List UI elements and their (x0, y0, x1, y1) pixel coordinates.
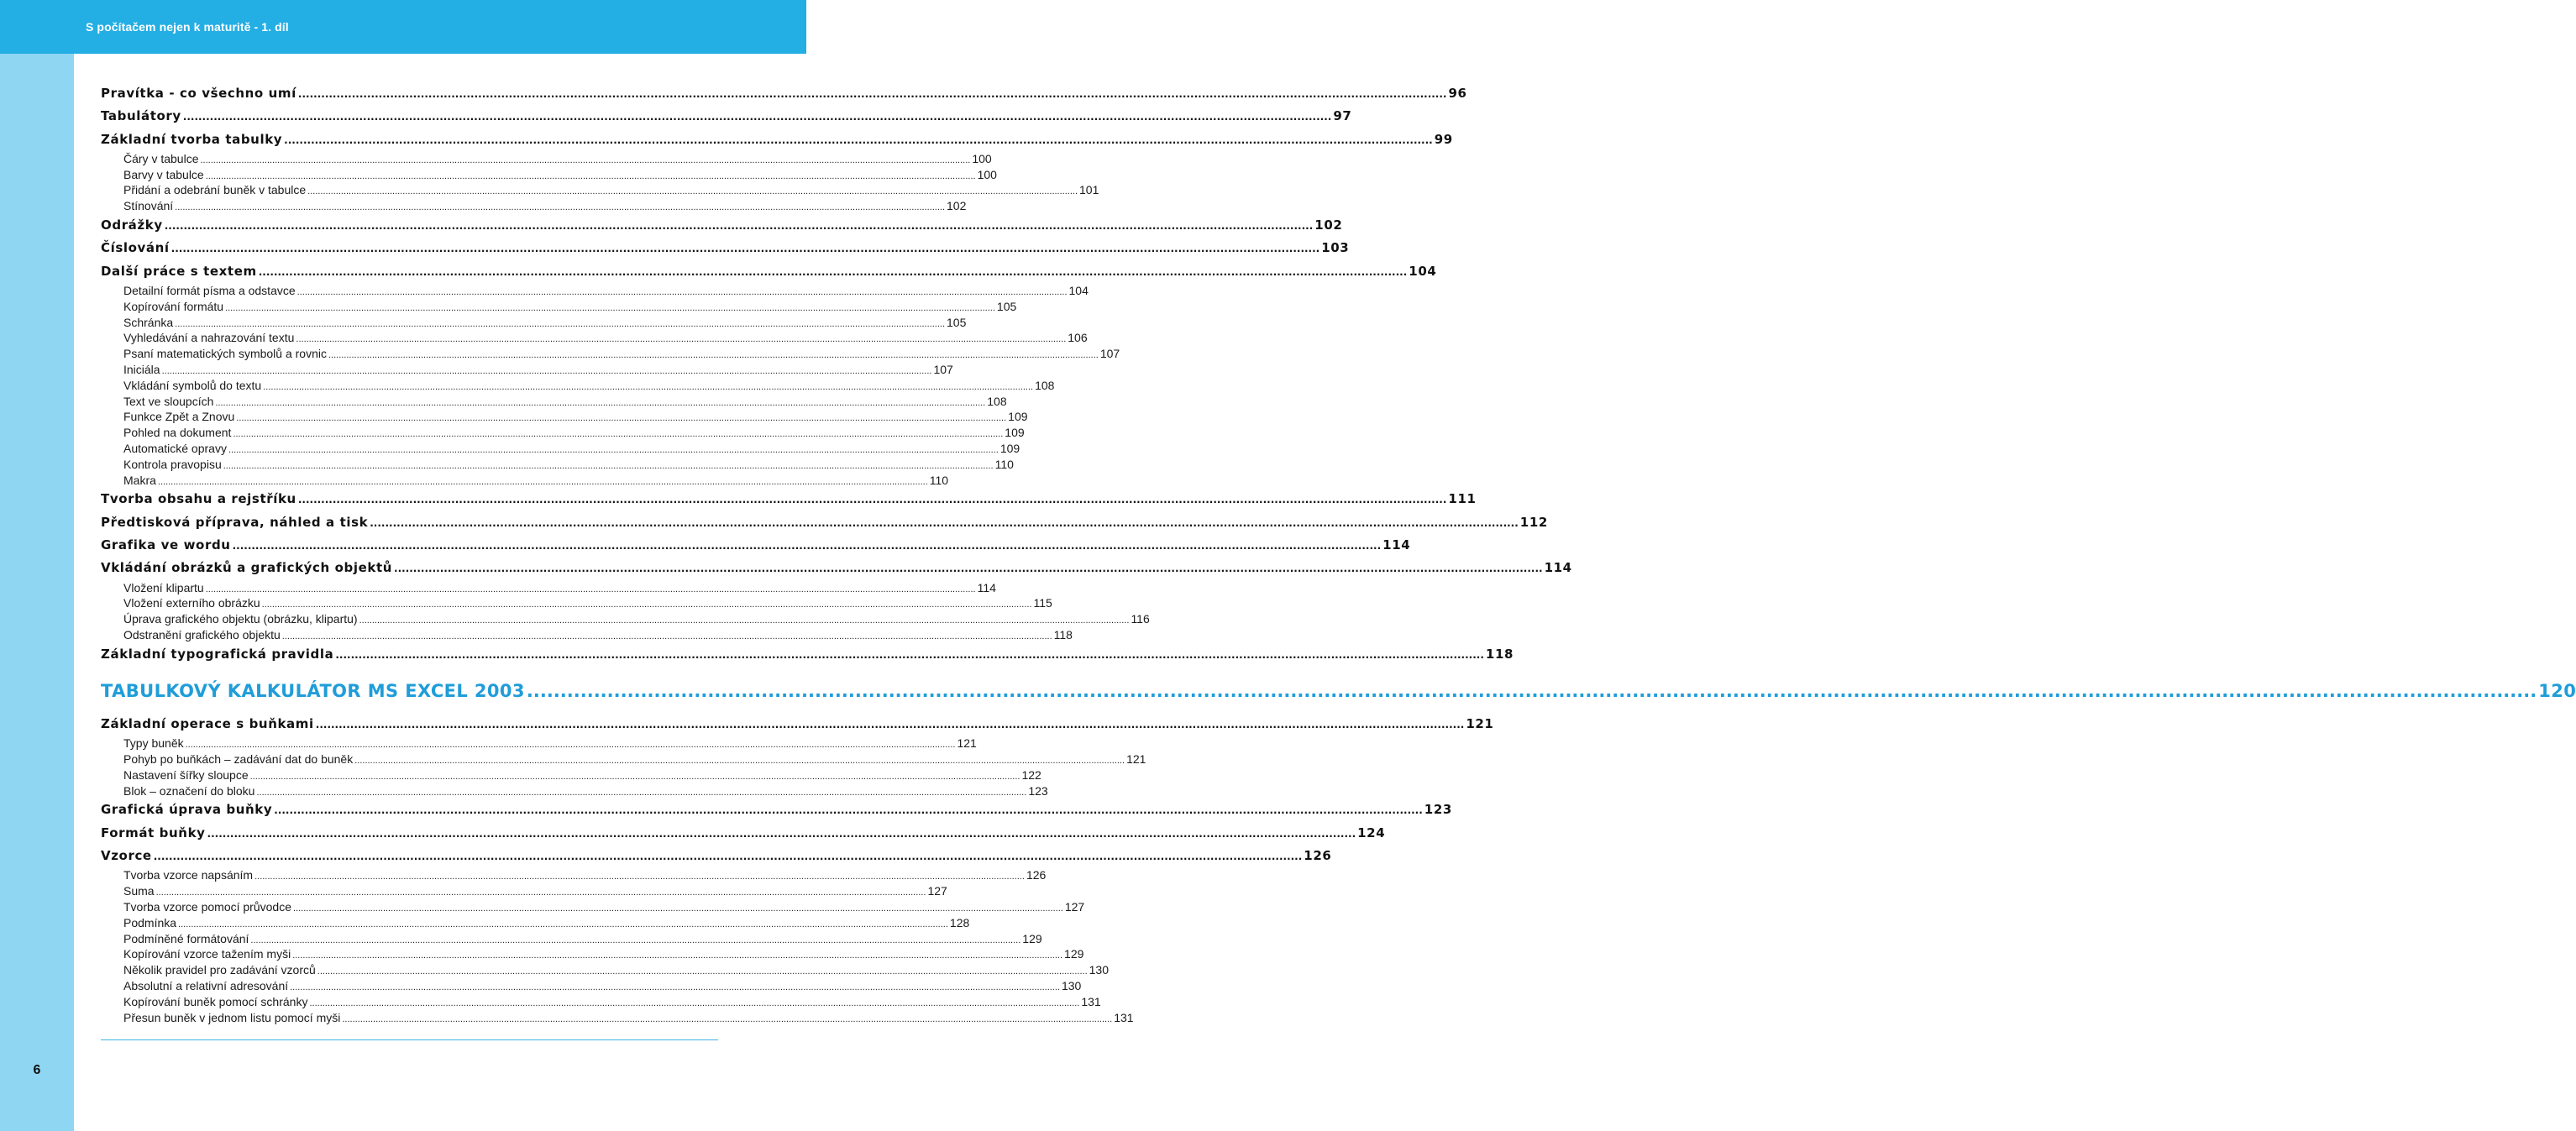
toc-subentry (101, 457, 1014, 473)
dot-leader: ............................................................................................................................................................................................................................................................................................................ (153, 851, 1303, 863)
toc-subentry (101, 425, 1025, 441)
dot-leader: ............................................................................................................................................................................................................................................................................................................ (297, 494, 1447, 506)
bottom-rule (101, 1039, 718, 1040)
dot-leader: ............................................................................................................................................................................................................................................................................................................ (263, 381, 1034, 392)
toc-chapter-heading (101, 674, 2576, 708)
toc-entry-page: 100 (972, 151, 992, 165)
running-header-title: S počítačem nejen k maturitě - 1. díl (86, 20, 289, 34)
toc-entry-title: Vložení externího obrázku (123, 596, 260, 610)
dot-leader: ............................................................................................................................................................................................................................................................................................................ (215, 397, 986, 408)
toc-entry-title: Základní typografická pravidla (101, 646, 334, 662)
toc-subentry (101, 751, 1146, 767)
dot-leader: ............................................................................................................................................................................................................................................................................................................ (182, 111, 1332, 123)
toc-subentry (101, 151, 992, 167)
toc-section-heading (101, 511, 1548, 534)
toc-subentry (101, 409, 1028, 425)
toc-entry-title: Tabulátory (101, 108, 181, 124)
dot-leader: ............................................................................................................................................................................................................................................................................................................ (171, 243, 1320, 255)
toc-entry-page: 116 (1131, 612, 1150, 626)
toc-subentry (101, 767, 1041, 783)
toc-subentry (101, 167, 997, 183)
toc-entry-title: Podmínka (123, 915, 177, 929)
toc-subentry (101, 283, 1089, 299)
dot-leader: ............................................................................................................................................................................................................................................................................................................ (250, 935, 1021, 945)
toc-entry-title: Suma (123, 884, 155, 898)
dot-leader: ............................................................................................................................................................................................................................................................................................................ (292, 903, 1063, 914)
dot-leader: ............................................................................................................................................................................................................................................................................................................ (205, 584, 976, 594)
dot-leader: ............................................................................................................................................................................................................................................................................................................ (284, 134, 1433, 146)
dot-leader: ............................................................................................................................................................................................................................................................................................................ (175, 202, 946, 213)
toc-entry-title: Blok – označení do bloku (123, 783, 255, 798)
toc-entry-title: Detailní formát písma a odstavce (123, 283, 296, 297)
dot-leader: ............................................................................................................................................................................................................................................................................................................ (281, 631, 1052, 641)
toc-entry-title: Typy buněk (123, 736, 184, 751)
toc-subentry (101, 946, 1084, 962)
toc-subentry (101, 783, 1048, 799)
toc-entry-page: 120 (2538, 681, 2576, 701)
toc-entry-title: Absolutní a relativní adresování (123, 978, 289, 992)
toc-entry-page: 131 (1081, 994, 1101, 1008)
toc-entry-page: 112 (1519, 514, 1548, 530)
toc-entry-page: 123 (1424, 802, 1452, 818)
toc-entry-page: 122 (1021, 767, 1041, 782)
toc-entry-page: 118 (1485, 646, 1514, 662)
toc-entry-title: Vzorce (101, 848, 152, 864)
toc-entry-title: Funkce Zpět a Znovu (123, 410, 235, 424)
toc-entry-title: Automatické opravy (123, 441, 227, 455)
toc-subentry (101, 346, 1120, 362)
dot-leader: ............................................................................................................................................................................................................................................................................................................ (249, 771, 1020, 782)
toc-entry-page: 96 (1448, 86, 1467, 101)
toc-entry-page: 118 (1053, 627, 1073, 641)
toc-entry-title: Číslování (101, 240, 170, 256)
toc-entry-page: 107 (1099, 347, 1120, 361)
toc-entry-title: Tvorba vzorce napsáním (123, 868, 254, 882)
toc-subentry (101, 315, 967, 331)
toc-subentry (101, 867, 1047, 883)
toc-entry-page: 123 (1028, 783, 1048, 798)
dot-leader: ............................................................................................................................................................................................................................................................................................................ (233, 429, 1004, 440)
dot-leader: ............................................................................................................................................................................................................................................................................................................ (223, 460, 994, 471)
toc-subentry (101, 595, 1052, 611)
toc-entry-page: 97 (1333, 108, 1352, 124)
toc-entry-title: Pravítka - co všechno umí (101, 86, 296, 101)
toc-entry-page: 124 (1357, 825, 1386, 840)
toc-entry-title: Odstranění grafického objektu (123, 627, 281, 641)
toc-subentry (101, 915, 970, 931)
toc-entry-page: 131 (1114, 1010, 1134, 1024)
dot-leader: ............................................................................................................................................................................................................................................................................................................ (296, 334, 1067, 345)
toc-entry-page: 121 (957, 736, 977, 751)
dot-leader: ............................................................................................................................................................................................................................................................................................................ (256, 787, 1027, 798)
toc-subentry (101, 978, 1082, 994)
dot-leader: ............................................................................................................................................................................................................................................................................................................ (297, 88, 1447, 100)
toc-section-heading (101, 799, 1452, 821)
toc-entry-title: Základní operace s buňkami (101, 716, 314, 731)
toc-entry-page: 110 (929, 473, 949, 487)
dot-leader: ............................................................................................................................................................................................................................................................................................................ (161, 365, 932, 376)
toc-subentry (101, 394, 1007, 410)
toc-entry-page: 126 (1304, 848, 1332, 864)
toc-entry-title: Text ve sloupcích (123, 394, 214, 408)
toc-section-heading (101, 128, 1453, 151)
toc-entry-title: TABULKOVÝ KALKULÁTOR MS EXCEL 2003 (101, 681, 525, 701)
toc-entry-title: Iniciála (123, 362, 160, 376)
toc-entry-title: Vkládání obrázků a grafických objektů (101, 560, 393, 576)
toc-entry-page: 101 (1079, 183, 1099, 197)
toc-entry-title: Pohyb po buňkách – zadávání dat do buněk (123, 752, 354, 767)
toc-subentry (101, 611, 1150, 627)
toc-entry-page: 109 (1008, 410, 1028, 424)
toc-entry-page: 127 (1064, 899, 1085, 914)
dot-leader: ............................................................................................................................................................................................................................................................................................................ (178, 919, 948, 929)
dot-leader: ............................................................................................................................................................................................................................................................................................................ (359, 615, 1130, 626)
dot-leader: ............................................................................................................................................................................................................................................................................................................ (236, 413, 1007, 424)
toc-entry-title: Makra (123, 473, 156, 487)
toc-entry-page: 111 (1448, 491, 1477, 507)
dot-leader: ............................................................................................................................................................................................................................................................................................................ (274, 804, 1423, 817)
toc-entry-page: 100 (977, 167, 997, 181)
toc-entry-title: Předtisková příprava, náhled a tisk (101, 514, 369, 530)
dot-leader: ............................................................................................................................................................................................................................................................................................................ (342, 1013, 1113, 1024)
toc-subentry (101, 182, 1099, 198)
toc-section-heading (101, 643, 1514, 666)
toc-subentry (101, 580, 996, 596)
toc-entry-page: 107 (933, 362, 953, 376)
toc-subentry (101, 378, 1055, 394)
toc-section-heading (101, 534, 1411, 557)
dot-leader: ............................................................................................................................................................................................................................................................................................................ (258, 265, 1408, 278)
dot-leader: ............................................................................................................................................................................................................................................................................................................ (232, 539, 1382, 552)
toc-section-heading (101, 845, 1332, 867)
dot-leader: ............................................................................................................................................................................................................................................................................................................ (315, 719, 1465, 730)
dot-leader: ............................................................................................................................................................................................................................................................................................................ (292, 950, 1063, 961)
toc-entry-title: Kopírování buněk pomocí schránky (123, 994, 308, 1008)
toc-entry-page: 103 (1321, 240, 1350, 256)
toc-entry-page: 114 (1382, 537, 1411, 552)
toc-entry-title: Základní tvorba tabulky (101, 131, 283, 147)
toc-section-heading (101, 822, 1386, 845)
toc-subentry (101, 441, 1020, 457)
toc-entry-title: Vkládání symbolů do textu (123, 378, 262, 392)
toc-entry-page: 115 (1033, 596, 1052, 610)
toc-subentry (101, 994, 1101, 1010)
dot-leader: ............................................................................................................................................................................................................................................................................................................ (207, 827, 1356, 840)
toc-entry-title: Další práce s textem (101, 263, 257, 279)
toc-entry-title: Úprava grafického objektu (obrázku, klipartu) (123, 612, 358, 626)
toc-entry-page: 114 (1544, 560, 1572, 576)
dot-leader: ............................................................................................................................................................................................................................................................................................................ (228, 444, 999, 455)
toc-entry-page: 105 (947, 315, 967, 329)
toc-entry-title: Kopírování formátu (123, 299, 224, 313)
dot-leader: ............................................................................................................................................................................................................................................................................................................ (175, 318, 946, 329)
dot-leader: ............................................................................................................................................................................................................................................................................................................ (254, 872, 1025, 882)
toc-entry-title: Podmíněné formátování (123, 931, 249, 945)
dot-leader: ............................................................................................................................................................................................................................................................................................................ (307, 186, 1078, 197)
toc-entry-title: Stínování (123, 199, 174, 213)
dot-leader: ............................................................................................................................................................................................................................................................................................................ (290, 982, 1060, 992)
dot-leader: ............................................................................................................................................................................................................................................................................................................ (354, 756, 1125, 767)
toc-entry-title: Kopírování vzorce tažením myši (123, 947, 291, 961)
toc-entry-title: Barvy v tabulce (123, 167, 204, 181)
header-band (0, 0, 806, 54)
toc-entry-page: 108 (987, 394, 1007, 408)
toc-entry-page: 109 (1005, 426, 1025, 440)
toc-entry-page: 126 (1026, 868, 1047, 882)
toc-subentry (101, 1010, 1134, 1026)
toc-entry-title: Grafická úprava buňky (101, 802, 273, 818)
toc-entry-page: 127 (927, 884, 947, 898)
dot-leader: ............................................................................................................................................................................................................................................................................................................ (309, 997, 1080, 1008)
toc-entry-page: 104 (1068, 283, 1089, 297)
table-of-contents (101, 82, 2576, 1025)
toc-section-heading (101, 488, 1477, 511)
toc-entry-title: Schránka (123, 315, 174, 329)
toc-entry-title: Několik pravidel pro zadávání vzorců (123, 963, 316, 977)
dot-leader: ............................................................................................................................................................................................................................................................................................................ (328, 350, 1099, 361)
dot-leader: ............................................................................................................................................................................................................................................................................................................ (205, 170, 976, 181)
dot-leader: ............................................................................................................................................................................................................................................................................................................ (164, 220, 1314, 233)
dot-leader: ............................................................................................................................................................................................................................................................................................................ (370, 516, 1519, 529)
toc-entry-page: 102 (947, 199, 967, 213)
toc-entry-title: Nastavení šířky sloupce (123, 767, 249, 782)
toc-entry-title: Čáry v tabulce (123, 151, 199, 165)
toc-entry-page: 129 (1064, 947, 1084, 961)
dot-leader: ............................................................................................................................................................................................................................................................................................................ (225, 302, 995, 313)
toc-entry-title: Přesun buněk v jednom listu pomocí myši (123, 1010, 341, 1024)
dot-leader: ............................................................................................................................................................................................................................................................................................................ (394, 563, 1543, 575)
toc-entry-page: 130 (1061, 978, 1082, 992)
toc-entry-page: 99 (1434, 131, 1453, 147)
toc-entry-title: Pohled na dokument (123, 426, 232, 440)
toc-subentry (101, 899, 1085, 915)
toc-entry-page: 121 (1466, 716, 1494, 731)
toc-entry-page: 129 (1022, 931, 1042, 945)
dot-leader: ............................................................................................................................................................................................................................................................................................................ (185, 740, 956, 751)
dot-leader: ............................................................................................................................................................................................................................................................................................................ (200, 154, 971, 165)
dot-leader: ............................................................................................................................................................................................................................................................................................................ (261, 600, 1032, 610)
dot-leader: ............................................................................................................................................................................................................................................................................................................ (296, 286, 1068, 297)
dot-leader: ............................................................................................................................................................................................................................................................................................................ (526, 681, 2537, 701)
toc-section-heading (101, 82, 1467, 105)
toc-section-heading (101, 105, 1352, 128)
toc-entry-page: 128 (949, 915, 970, 929)
toc-section-heading (101, 214, 1343, 237)
toc-section-heading (101, 713, 1494, 736)
toc-subentry (101, 627, 1073, 643)
dot-leader: ............................................................................................................................................................................................................................................................................................................ (155, 888, 926, 898)
toc-subentry (101, 473, 949, 489)
toc-section-heading (101, 557, 1572, 579)
toc-subentry (101, 962, 1109, 978)
toc-entry-title: Psaní matematických symbolů a rovnic (123, 347, 327, 361)
toc-subentry (101, 362, 953, 378)
toc-entry-page: 104 (1409, 263, 1437, 279)
toc-entry-page: 102 (1314, 217, 1343, 233)
page-number: 6 (33, 1063, 41, 1077)
toc-entry-title: Přidání a odebrání buněk v tabulce (123, 183, 307, 197)
toc-entry-page: 109 (999, 441, 1020, 455)
toc-entry-page: 110 (994, 457, 1014, 471)
toc-subentry (101, 198, 967, 214)
toc-subentry (101, 330, 1088, 346)
dot-leader: ............................................................................................................................................................................................................................................................................................................ (157, 476, 928, 487)
toc-entry-title: Odrážky (101, 217, 163, 233)
toc-entry-page: 121 (1126, 752, 1146, 767)
toc-entry-title: Kontrola pravopisu (123, 457, 222, 471)
toc-subentry (101, 736, 977, 751)
toc-subentry (101, 931, 1042, 947)
dot-leader: ............................................................................................................................................................................................................................................................................................................ (317, 966, 1088, 977)
toc-section-heading (101, 260, 1437, 283)
toc-entry-page: 105 (996, 299, 1017, 313)
toc-entry-page: 130 (1089, 963, 1109, 977)
left-sidebar-band (0, 0, 74, 1131)
toc-entry-title: Grafika ve wordu (101, 537, 231, 552)
toc-section-heading (101, 237, 1350, 259)
toc-entry-title: Vyhledávání a nahrazování textu (123, 331, 295, 345)
toc-entry-title: Formát buňky (101, 825, 206, 840)
toc-entry-page: 106 (1068, 331, 1088, 345)
toc-entry-page: 114 (977, 580, 996, 594)
toc-entry-title: Vložení klipartu (123, 580, 204, 594)
toc-entry-page: 108 (1035, 378, 1055, 392)
dot-leader: ............................................................................................................................................................................................................................................................................................................ (335, 648, 1484, 661)
toc-entry-title: Tvorba vzorce pomocí průvodce (123, 899, 291, 914)
toc-subentry (101, 299, 1017, 315)
toc-subentry (101, 883, 947, 899)
toc-entry-title: Tvorba obsahu a rejstříku (101, 491, 296, 507)
